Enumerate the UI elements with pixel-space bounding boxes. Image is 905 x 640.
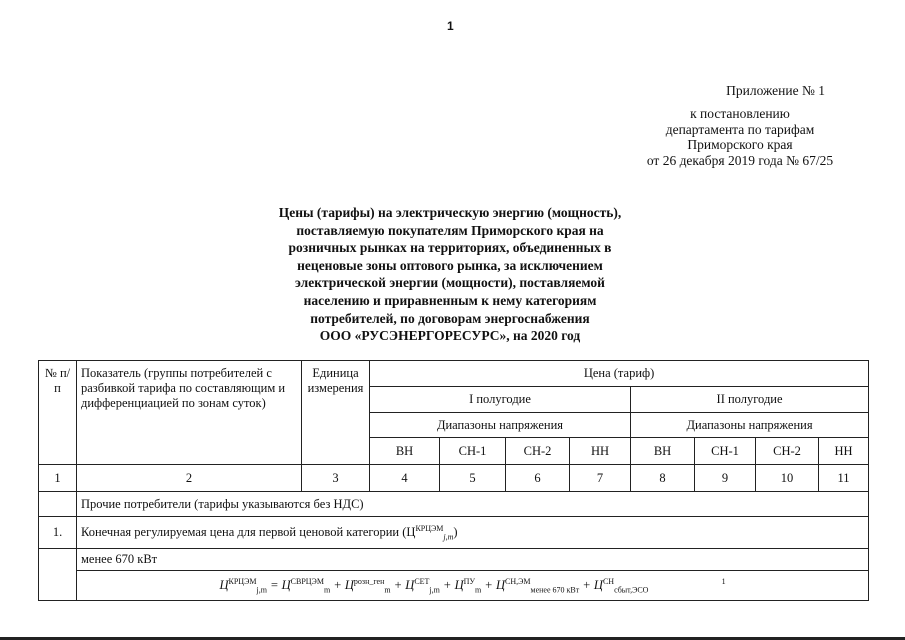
row-num-empty [39, 549, 77, 601]
column-number: 10 [756, 465, 819, 492]
section-label: Прочие потребители (тарифы указываются без НДС) [77, 492, 869, 517]
header-num: № п/п [39, 361, 77, 465]
column-number: 8 [631, 465, 695, 492]
row-indicator-price-cat1: Конечная регулируемая цена для первой ценовой категории $(Ц^{КРЦЭМ}_{j,m})$ [77, 517, 869, 549]
voltage-header: СН-2 [756, 438, 819, 465]
appendix-line: департамента по тарифам [665, 121, 815, 137]
header-half2: II полугодие [631, 387, 869, 413]
appendix-line: от 26 декабря 2019 года № 67/25 [646, 152, 834, 168]
header-half1: I полугодие [370, 387, 631, 413]
header-price: Цена (тариф) [370, 361, 869, 387]
tariff-table [38, 360, 869, 601]
title-line: Цены (тарифы) на электрическую энергию (мощность), [278, 205, 622, 220]
title-line: ООО «РУСЭНЕРГОРЕСУРС», на 2020 год [319, 328, 581, 344]
column-number: 4 [370, 465, 440, 492]
title-line: потребителей, по договорам энергоснабжения [310, 310, 590, 326]
title-line: неценовые зоны оптового рынка, за исключением [297, 257, 603, 273]
column-number: 1 [39, 465, 77, 492]
footnote-mark: 1 [721, 576, 726, 586]
column-number: 9 [695, 465, 756, 492]
column-number: 6 [506, 465, 570, 492]
appendix-title: Приложение № 1 [726, 83, 825, 98]
voltage-header: НН [570, 438, 631, 465]
title-line: населению и приравненным к нему категориям [303, 292, 597, 308]
row-num: 1. [39, 517, 77, 549]
title-line: электрической энергии (мощности), поставляемой [295, 275, 605, 291]
page-number: 1 [447, 19, 454, 33]
voltage-header: СН-2 [506, 438, 570, 465]
header-ranges-half1: Диапазоны напряжения [370, 413, 631, 438]
price-formula: $Ц^{КРЦЭМ}_{j,m} = Ц^{СВРЦЭМ}_m + Ц^{розн\_ген}_m + Ц^{СЕТ}_{j,m} + Ц^{ПУ}_m + Ц^{СН,ЭМ}_{менее 670 кВт} + Ц^{СН}_{сбыт,ЭСО}$ $^1$ [77, 571, 869, 601]
row-under-670kw: менее 670 кВт [77, 549, 869, 571]
header-indicator: Показатель (группы потребителей с разбивкой тарифа по составляющим и дифференциацией по зонам суток) [77, 361, 302, 465]
column-number: 2 [77, 465, 302, 492]
section-num-cell [39, 492, 77, 517]
appendix-line: к постановлению [690, 106, 790, 121]
column-number: 3 [302, 465, 370, 492]
voltage-header: ВН [370, 438, 440, 465]
voltage-header: СН-1 [695, 438, 756, 465]
appendix-line: Приморского края [687, 137, 793, 152]
column-number: 5 [440, 465, 506, 492]
column-number: 7 [570, 465, 631, 492]
title-line: поставляемую покупателям Приморского края на [296, 222, 604, 238]
column-number: 11 [819, 465, 869, 492]
appendix-details [600, 106, 880, 168]
voltage-header: НН [819, 438, 869, 465]
header-ranges-half2: Диапазоны напряжения [631, 413, 869, 438]
voltage-header: ВН [631, 438, 695, 465]
header-unit: Единица измерения [302, 361, 370, 465]
title-line: розничных рынках на территориях, объединенных в [288, 240, 612, 256]
voltage-header: СН-1 [440, 438, 506, 465]
document-title [230, 204, 670, 345]
